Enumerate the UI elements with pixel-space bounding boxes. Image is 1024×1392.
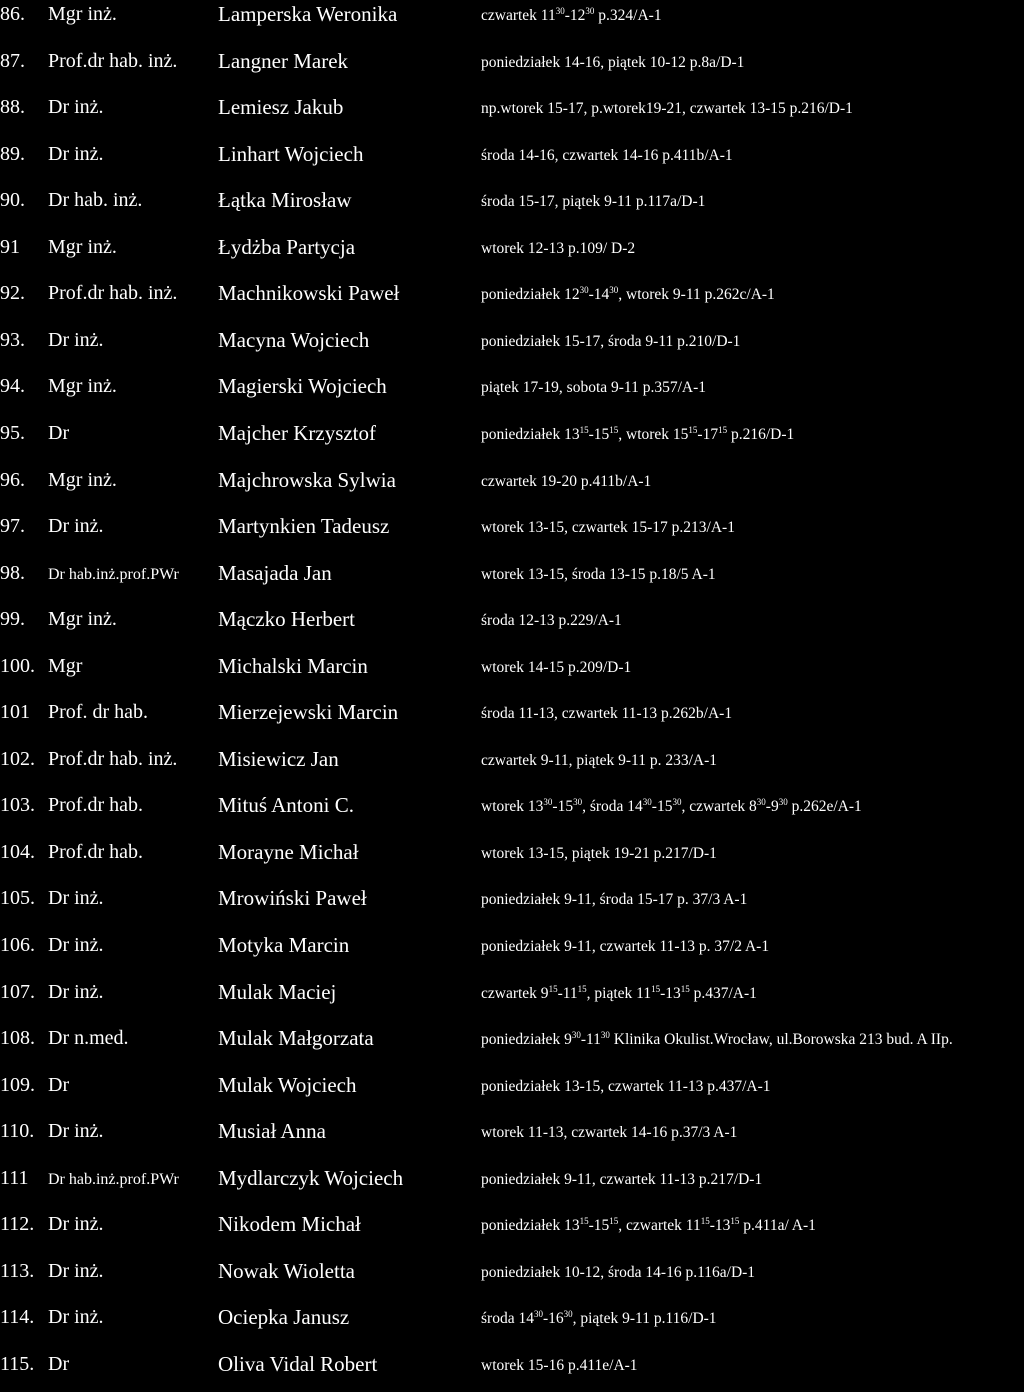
hours-text: poniedziałek 13 xyxy=(481,1217,580,1235)
row-number: 107. xyxy=(0,980,35,1003)
row-number: 112. xyxy=(0,1213,35,1236)
time-minutes: 15 xyxy=(609,424,619,435)
hours-text: środa 11-13, czwartek 11-13 p.262b/A-1 xyxy=(481,705,733,723)
hours-text: wtorek 13 xyxy=(481,798,544,816)
hours-text: , czwartek 8 xyxy=(681,798,757,816)
table-row xyxy=(0,49,1024,89)
hours-text: -15 xyxy=(651,798,673,816)
person-name: Langner Marek xyxy=(218,48,349,73)
hours-text: , środa 14 xyxy=(582,798,643,816)
person-name: Oliva Vidal Robert xyxy=(218,1351,378,1376)
time-minutes: 30 xyxy=(543,797,553,808)
office-hours xyxy=(481,564,716,586)
office-hours xyxy=(481,1076,771,1098)
office-hours xyxy=(481,1122,737,1144)
academic-title: Dr hab.inż.prof.PWr xyxy=(48,565,179,583)
person-name: Mrowiński Paweł xyxy=(218,886,367,911)
office-hours xyxy=(481,424,794,446)
hours-text: poniedziałek 9-11, czwartek 11-13 p. 37/2 A-1 xyxy=(481,938,770,955)
time-minutes: 30 xyxy=(579,285,589,296)
office-hours xyxy=(481,843,717,865)
row-number: 97. xyxy=(0,515,25,538)
office-hours xyxy=(481,331,740,353)
office-hours xyxy=(481,471,651,493)
row-number: 114. xyxy=(0,1306,35,1329)
hours-text: poniedziałek 10-12, środa 14-16 p.116a/D-1 xyxy=(481,1263,756,1281)
hours-text: , piątek 9-11 p.116/D-1 xyxy=(572,1310,717,1328)
time-minutes: 30 xyxy=(585,6,595,16)
table-row xyxy=(0,1119,1024,1159)
time-minutes: 30 xyxy=(642,797,652,808)
time-minutes: 30 xyxy=(756,797,766,808)
hours-text: , wtorek 9-11 p.262c/A-1 xyxy=(618,286,775,304)
academic-title: Dr inż. xyxy=(48,1306,104,1329)
table-row xyxy=(0,142,1024,182)
table-row xyxy=(0,654,1024,694)
person-name: Michalski Marcin xyxy=(218,653,368,678)
hours-text: p.411a/ A-1 xyxy=(739,1217,816,1235)
hours-text: poniedziałek 9-11, czwartek 11-13 p.217/D-1 xyxy=(481,1170,763,1188)
academic-title: Mgr inż. xyxy=(48,3,117,25)
office-hours xyxy=(481,284,775,306)
table-row xyxy=(0,328,1024,368)
hours-text: poniedziałek 9 xyxy=(481,1031,572,1049)
time-minutes: 30 xyxy=(571,1030,581,1041)
hours-text: poniedziałek 15-17, środa 9-11 p.210/D-1 xyxy=(481,332,741,350)
table-row xyxy=(0,607,1024,647)
hours-text: -9 xyxy=(765,798,779,816)
table-row xyxy=(0,1212,1024,1252)
academic-title: Dr inż. xyxy=(48,1120,104,1143)
time-minutes: 15 xyxy=(718,424,728,435)
academic-title: Prof. dr hab. xyxy=(48,701,148,724)
person-name: Nikodem Michał xyxy=(218,1212,361,1237)
time-minutes: 15 xyxy=(651,983,661,994)
table-row xyxy=(0,886,1024,926)
time-minutes: 15 xyxy=(609,1216,619,1227)
time-minutes: 30 xyxy=(778,797,788,808)
hours-text: wtorek 15-16 p.411e/A-1 xyxy=(481,1356,638,1374)
table-row xyxy=(0,1026,1024,1066)
hours-text: p.324/A-1 xyxy=(594,7,662,24)
hours-text: p.262e/A-1 xyxy=(787,798,862,816)
person-name: Masajada Jan xyxy=(218,560,332,585)
time-minutes: 30 xyxy=(600,1030,610,1041)
academic-title: Dr inż. xyxy=(48,515,104,538)
hours-text: Klinika Okulist.Wrocław, ul.Borowska 213 bud. A IIp. xyxy=(609,1031,953,1049)
time-minutes: 30 xyxy=(533,1309,543,1320)
row-number: 90. xyxy=(0,189,25,212)
table-row xyxy=(0,188,1024,228)
hours-text: poniedziałek 13-15, czwartek 11-13 p.437/A-1 xyxy=(481,1077,771,1095)
table-row xyxy=(0,840,1024,880)
hours-text: wtorek 11-13, czwartek 14-16 p.37/3 A-1 xyxy=(481,1124,738,1142)
table-row xyxy=(0,561,1024,601)
table-row xyxy=(0,514,1024,554)
person-name: Mydlarczyk Wojciech xyxy=(218,1165,404,1190)
time-minutes: 30 xyxy=(609,285,619,296)
hours-text: środa 14-16, czwartek 14-16 p.411b/A-1 xyxy=(481,146,733,164)
table-row xyxy=(0,747,1024,787)
hours-text: czwartek 19-20 p.411b/A-1 xyxy=(481,472,652,490)
academic-title: Prof.dr hab. xyxy=(48,794,143,817)
hours-text: -11 xyxy=(557,984,578,1002)
hours-text: -15 xyxy=(552,798,574,816)
person-name: Mierzejewski Marcin xyxy=(218,700,399,725)
person-name: Mulak Małgorzata xyxy=(218,1026,374,1051)
academic-title: Dr inż. xyxy=(48,328,104,351)
academic-title: Mgr inż. xyxy=(48,608,117,631)
person-name: Martynkien Tadeusz xyxy=(218,514,390,539)
hours-text: czwartek 9 xyxy=(481,984,549,1002)
row-number: 105. xyxy=(0,887,35,910)
hours-text: -13 xyxy=(709,1217,731,1235)
row-number: 115. xyxy=(0,1352,35,1375)
table-row xyxy=(0,1073,1024,1113)
person-name: Magierski Wojciech xyxy=(218,374,387,399)
hours-text: -11 xyxy=(580,1031,601,1049)
table-row xyxy=(0,468,1024,508)
person-name: Łydżba Partycja xyxy=(218,234,356,259)
person-name: Majcher Krzysztof xyxy=(218,420,377,445)
office-hours xyxy=(481,1262,755,1284)
office-hours xyxy=(481,1169,762,1191)
row-number: 94. xyxy=(0,375,25,398)
academic-title: Dr xyxy=(48,1352,70,1375)
person-name: Motyka Marcin xyxy=(218,933,350,957)
office-hours xyxy=(481,238,635,260)
hours-text: wtorek 13-15, środa 13-15 p.18/5 A-1 xyxy=(481,565,716,583)
academic-title: Mgr inż. xyxy=(48,375,117,398)
person-name: Lamperska Weronika xyxy=(218,2,398,26)
office-hours xyxy=(481,517,735,539)
table-row xyxy=(0,95,1024,135)
time-minutes: 30 xyxy=(573,797,583,808)
academic-title: Prof.dr hab. inż. xyxy=(48,747,178,770)
person-name: Machnikowski Paweł xyxy=(218,281,400,306)
table-row xyxy=(0,235,1024,275)
table-row xyxy=(0,1352,1024,1392)
hours-text: -16 xyxy=(542,1310,564,1328)
person-name: Łątka Mirosław xyxy=(218,188,352,213)
hours-text: wtorek 14-15 p.209/D-1 xyxy=(481,658,632,676)
hours-text: , czwartek 11 xyxy=(618,1217,701,1235)
hours-text: środa 15-17, piątek 9-11 p.117a/D-1 xyxy=(481,193,706,211)
time-minutes: 30 xyxy=(672,797,682,808)
table-row xyxy=(0,374,1024,414)
hours-text: -14 xyxy=(588,286,610,304)
row-number: 113. xyxy=(0,1259,35,1282)
hours-text: p.216/D-1 xyxy=(727,425,795,443)
time-minutes: 15 xyxy=(688,424,698,435)
row-number: 111 xyxy=(0,1166,29,1189)
row-number: 92. xyxy=(0,282,25,305)
academic-title: Dr hab. inż. xyxy=(48,189,143,212)
time-minutes: 15 xyxy=(680,983,690,994)
hours-text: -13 xyxy=(660,984,681,1002)
person-name: Majchrowska Sylwia xyxy=(218,467,396,492)
office-hours xyxy=(481,983,757,1005)
academic-title: Mgr inż. xyxy=(48,468,117,491)
office-hours xyxy=(481,796,862,818)
hours-text: piątek 17-19, sobota 9-11 p.357/A-1 xyxy=(481,379,706,397)
table-row xyxy=(0,980,1024,1020)
table-row xyxy=(0,793,1024,833)
row-number: 108. xyxy=(0,1027,35,1050)
academic-title: Dr hab.inż.prof.PWr xyxy=(48,1170,179,1188)
hours-text: czwartek 11 xyxy=(481,7,556,24)
office-hours xyxy=(481,98,853,120)
academic-title: Dr inż. xyxy=(48,96,104,119)
hours-text: -12 xyxy=(564,7,586,24)
row-number: 93. xyxy=(0,328,25,351)
office-hours xyxy=(481,703,732,725)
office-hours xyxy=(481,1355,638,1377)
academic-title: Mgr inż. xyxy=(48,235,117,258)
time-minutes: 30 xyxy=(555,6,565,16)
office-hours xyxy=(481,889,747,911)
table-row xyxy=(0,1305,1024,1345)
person-name: Morayne Michał xyxy=(218,839,359,864)
office-hours xyxy=(481,191,705,213)
academic-title: Dr inż. xyxy=(48,142,104,165)
row-number: 100. xyxy=(0,654,35,677)
hours-text: środa 14 xyxy=(481,1310,534,1328)
row-number: 87. xyxy=(0,49,25,72)
table-row xyxy=(0,933,1024,973)
time-minutes: 15 xyxy=(577,983,587,994)
office-hours xyxy=(481,1215,816,1237)
row-number: 110. xyxy=(0,1120,35,1143)
row-number: 101 xyxy=(0,701,30,724)
hours-text: p.437/A-1 xyxy=(689,984,757,1002)
table-row xyxy=(0,1259,1024,1299)
office-hours xyxy=(481,52,744,74)
academic-title: Dr inż. xyxy=(48,1259,104,1282)
academic-title: Dr inż. xyxy=(48,887,104,910)
person-name: Musiał Anna xyxy=(218,1119,326,1144)
time-minutes: 15 xyxy=(730,1216,740,1227)
hours-text: poniedziałek 13 xyxy=(481,425,580,443)
person-name: Linhart Wojciech xyxy=(218,141,364,166)
office-hours xyxy=(481,1308,717,1330)
academic-title: Prof.dr hab. inż. xyxy=(48,282,178,305)
hours-text: , wtorek 15 xyxy=(618,425,689,443)
hours-text: np.wtorek 15-17, p.wtorek19-21, czwartek 13-15 p.216/D-1 xyxy=(481,100,853,118)
row-number: 98. xyxy=(0,561,25,584)
time-minutes: 15 xyxy=(700,1216,710,1227)
office-hours xyxy=(481,1029,953,1051)
person-name: Mituś Antoni C. xyxy=(218,793,354,818)
table-row xyxy=(0,281,1024,321)
office-hours xyxy=(481,657,631,679)
academic-title: Prof.dr hab. xyxy=(48,840,143,863)
person-name: Mączko Herbert xyxy=(218,607,356,632)
row-number: 91 xyxy=(0,235,20,258)
academic-title: Prof.dr hab. inż. xyxy=(48,49,178,72)
office-hours xyxy=(481,377,706,399)
person-name: Lemiesz Jakub xyxy=(218,95,344,120)
person-name: Nowak Wioletta xyxy=(218,1258,355,1283)
table-row xyxy=(0,421,1024,461)
hours-text: wtorek 13-15, piątek 19-21 p.217/D-1 xyxy=(481,844,717,862)
row-number: 106. xyxy=(0,934,35,956)
row-number: 88. xyxy=(0,96,25,119)
hours-text: poniedziałek 12 xyxy=(481,286,580,304)
row-number: 104. xyxy=(0,840,35,863)
office-hours xyxy=(481,145,733,167)
academic-title: Dr xyxy=(48,421,70,444)
hours-text: czwartek 9-11, piątek 9-11 p. 233/A-1 xyxy=(481,751,718,769)
person-name: Ociepka Janusz xyxy=(218,1305,350,1330)
row-number: 86. xyxy=(0,3,25,25)
person-name: Macyna Wojciech xyxy=(218,327,370,352)
office-hours xyxy=(481,5,662,27)
row-number: 103. xyxy=(0,794,35,817)
time-minutes: 15 xyxy=(579,1216,589,1227)
table-row xyxy=(0,2,1024,42)
academic-title: Dr xyxy=(48,1073,70,1096)
table-row xyxy=(0,700,1024,740)
academic-title: Dr inż. xyxy=(48,1213,104,1236)
row-number: 99. xyxy=(0,608,25,631)
row-number: 102. xyxy=(0,747,35,770)
academic-title: Dr n.med. xyxy=(48,1027,129,1050)
hours-text: -15 xyxy=(588,425,610,443)
office-hours xyxy=(481,936,769,958)
hours-text: wtorek 13-15, czwartek 15-17 p.213/A-1 xyxy=(481,519,735,537)
office-hours xyxy=(481,610,622,632)
academic-title: Mgr xyxy=(48,654,83,677)
row-number: 95. xyxy=(0,421,25,444)
time-minutes: 15 xyxy=(548,983,558,994)
person-name: Misiewicz Jan xyxy=(218,746,339,771)
office-hours xyxy=(481,750,717,772)
time-minutes: 30 xyxy=(563,1309,573,1320)
hours-text: poniedziałek 9-11, środa 15-17 p. 37/3 A-1 xyxy=(481,891,748,909)
row-number: 89. xyxy=(0,142,25,165)
hours-text: środa 12-13 p.229/A-1 xyxy=(481,612,622,630)
row-number: 109. xyxy=(0,1073,35,1096)
academic-title: Dr inż. xyxy=(48,980,104,1003)
time-minutes: 15 xyxy=(579,424,589,435)
academic-title: Dr inż. xyxy=(48,934,104,956)
hours-text: -17 xyxy=(697,425,719,443)
table-row xyxy=(0,1166,1024,1206)
hours-text: poniedziałek 14-16, piątek 10-12 p.8a/D-1 xyxy=(481,53,745,71)
hours-text: , piątek 11 xyxy=(586,984,652,1002)
person-name: Mulak Maciej xyxy=(218,979,337,1004)
hours-text: wtorek 12-13 p.109/ D-2 xyxy=(481,239,636,257)
row-number: 96. xyxy=(0,468,25,491)
hours-text: -15 xyxy=(588,1217,610,1235)
person-name: Mulak Wojciech xyxy=(218,1072,357,1097)
